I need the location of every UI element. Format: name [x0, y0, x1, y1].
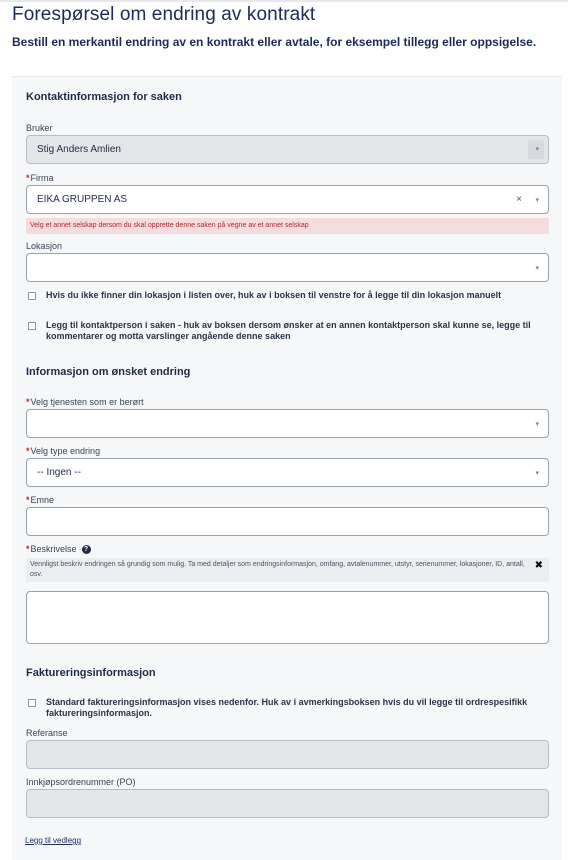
- request-form: [12, 76, 562, 860]
- location-label: Lokasjon: [26, 241, 63, 251]
- billing-section-title: Faktureringsinformasjon: [26, 667, 156, 679]
- user-field: [26, 135, 549, 164]
- company-select[interactable]: [26, 185, 549, 214]
- location-select[interactable]: [26, 253, 549, 282]
- page-subtitle: Bestill en merkantil endring av en kontrakt eller avtale, for eksempel tillegg eller oppsigelse.: [12, 35, 537, 49]
- description-textarea[interactable]: [26, 591, 549, 644]
- description-hint: [26, 558, 549, 582]
- service-label-text: Velg tjenesten som er berørt: [30, 397, 144, 407]
- add-contact-checkbox[interactable]: [28, 322, 36, 330]
- user-value: Stig Anders Amlien: [37, 144, 121, 155]
- clear-icon[interactable]: ×: [516, 194, 522, 205]
- chevron-down-icon[interactable]: ▾: [535, 421, 539, 428]
- company-error-message: Velg et annet selskap dersom du skal opprette denne saken på vegne av et annet selskap: [26, 218, 549, 234]
- add-contact-option: [28, 320, 548, 342]
- help-icon[interactable]: ?: [82, 545, 91, 554]
- description-label: [26, 544, 91, 554]
- required-marker: *: [26, 173, 30, 183]
- billing-check-label: Standard faktureringsinformasjon vises nedenfor. Huk av i avmerkingsboksen hvis du vil legge til ordrespesifikk faktureringsinformasjon.: [46, 697, 528, 718]
- reference-label: Referanse: [26, 728, 68, 738]
- manual-location-option: [28, 290, 548, 301]
- contact-section-title: Kontaktinformasjon for saken: [26, 91, 182, 103]
- po-label: Innkjøpsordrenummer (PO): [26, 777, 136, 787]
- add-attachment-link[interactable]: Legg til vedlegg: [25, 836, 82, 845]
- po-field: [26, 789, 549, 818]
- close-icon[interactable]: ✖: [534, 560, 543, 571]
- required-marker: *: [26, 397, 30, 407]
- chevron-down-icon[interactable]: ▾: [535, 470, 539, 477]
- chevron-down-icon[interactable]: ▾: [535, 265, 539, 272]
- required-marker: *: [26, 446, 30, 456]
- required-marker: *: [26, 495, 30, 505]
- company-value: EIKA GRUPPEN AS: [37, 194, 128, 205]
- user-label: Bruker: [26, 123, 53, 133]
- subject-label: [26, 495, 54, 505]
- service-label: [26, 397, 144, 407]
- reference-field: [26, 740, 549, 769]
- subject-label-text: Emne: [30, 495, 55, 505]
- required-marker: *: [26, 544, 30, 554]
- chevron-down-icon: ▾: [535, 146, 539, 153]
- subject-input[interactable]: [26, 507, 549, 536]
- manual-location-checkbox[interactable]: [28, 292, 36, 300]
- top-divider: [0, 0, 568, 2]
- company-label-text: Firma: [30, 173, 54, 183]
- add-contact-label: Legg til kontaktperson i saken - huk av boksen dersom ønsker at en annen kontaktperson skal kunne se, legge til kommentarer og motta varslinger angående denne saken: [46, 320, 531, 341]
- change-type-select[interactable]: [26, 458, 549, 487]
- user-dropdown-toggle: [528, 140, 544, 159]
- description-label-text: Beskrivelse: [30, 544, 77, 554]
- change-section-title: Informasjon om ønsket endring: [26, 366, 191, 378]
- chevron-down-icon[interactable]: ▾: [535, 197, 539, 204]
- change-type-value: -- Ingen --: [37, 467, 81, 478]
- manual-location-label: Hvis du ikke finner din lokasjon i listen over, huk av i boksen til venstre for å legge til din lokasjon manuelt: [46, 290, 502, 300]
- company-label: [26, 173, 54, 183]
- billing-checkbox[interactable]: [28, 699, 36, 707]
- page-title: Forespørsel om endring av kontrakt: [12, 4, 316, 25]
- change-type-label: [26, 446, 100, 456]
- description-hint-text: Vennligst beskriv endringen så grundig som mulig. Ta med detaljer som endringsinformasjon, omfang, avtalenummer, utstyr, serienummer, lokasjoner, ID, antall, osv.: [30, 561, 525, 578]
- billing-option: [28, 697, 548, 719]
- service-select[interactable]: [26, 409, 549, 438]
- change-type-label-text: Velg type endring: [30, 446, 101, 456]
